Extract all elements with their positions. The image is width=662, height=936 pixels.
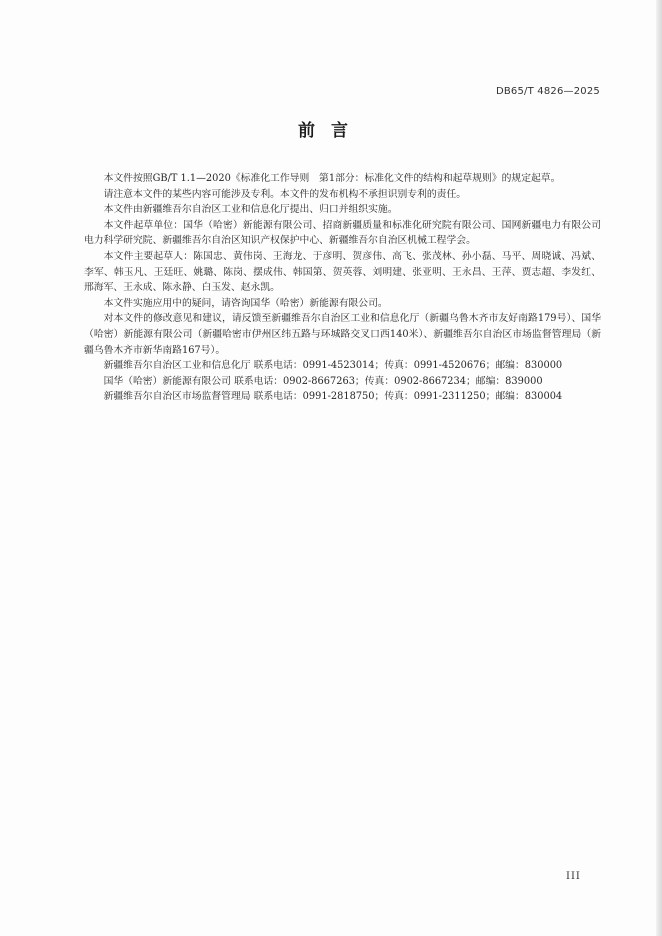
contact-line-industry-dept: 新疆维吾尔自治区工业和信息化厅 联系电话：0991-4523014；传真：0991-4520676；邮编：830000 [103,360,563,372]
paragraph-proposer: 本文件由新疆维吾尔自治区工业和信息化厅提出、归口并组织实施。 [103,204,398,216]
contact-line-guohua: 国华（哈密）新能源有限公司 联系电话：0902-8667263；传真：0902-8667234；邮编：839000 [103,375,543,387]
paragraph-drafting-units: 本文件起草单位：国华（哈密）新能源有限公司、招商新疆质量和标准化研究院有限公司、国网新疆电力有限公司电力科学研究院、新疆维吾尔自治区知识产权保护中心、新疆维吾尔自治区机械工程学会。 [84,219,601,247]
foreword-body [84,171,601,405]
paragraph-patent-notice: 请注意本文件的某些内容可能涉及专利。本文件的发布机构不承担识别专利的责任。 [103,188,467,200]
paragraph-drafters: 本文件主要起草人：陈国忠、黄伟岗、王海龙、于彦明、贺彦伟、高飞、张茂林、孙小磊、马平、周晓诚、冯斌、李军、韩玉凡、王廷旺、姚璐、陈岗、摆成伟、韩国第、贺英蓉、刘明建、张亚明、王永昌、王萍、贾志超、李发红、邢海军、王永成、陈永静、白玉发、赵永凯。 [84,250,601,294]
page-title: 前言 [298,121,364,141]
page-number: III [566,871,581,882]
contact-line-market-regulation: 新疆维吾尔自治区市场监督管理局 联系电话：0991-2818750；传真：0991-2311250；邮编：830004 [103,391,563,403]
paragraph-feedback: 对本文件的修改意见和建议，请反馈至新疆维吾尔自治区工业和信息化厅（新疆乌鲁木齐市友好南路179号）、国华（哈密）新能源有限公司（新疆哈密市伊州区纬五路与环城路交叉口西140米）、新疆维吾尔自治区市场监督管理局（新疆乌鲁木齐市新华南路167号）。 [84,313,601,356]
standard-code: DB65/T 4826—2025 [495,86,600,97]
paragraph-inquiries: 本文件实施应用中的疑问，请咨询国华（哈密）新能源有限公司。 [103,297,388,309]
paragraph-drafting-rules: 本文件按照GB/T 1.1—2020《标准化工作导则 第1部分：标准化文件的结构和起草规则》的规定起草。 [103,173,561,184]
